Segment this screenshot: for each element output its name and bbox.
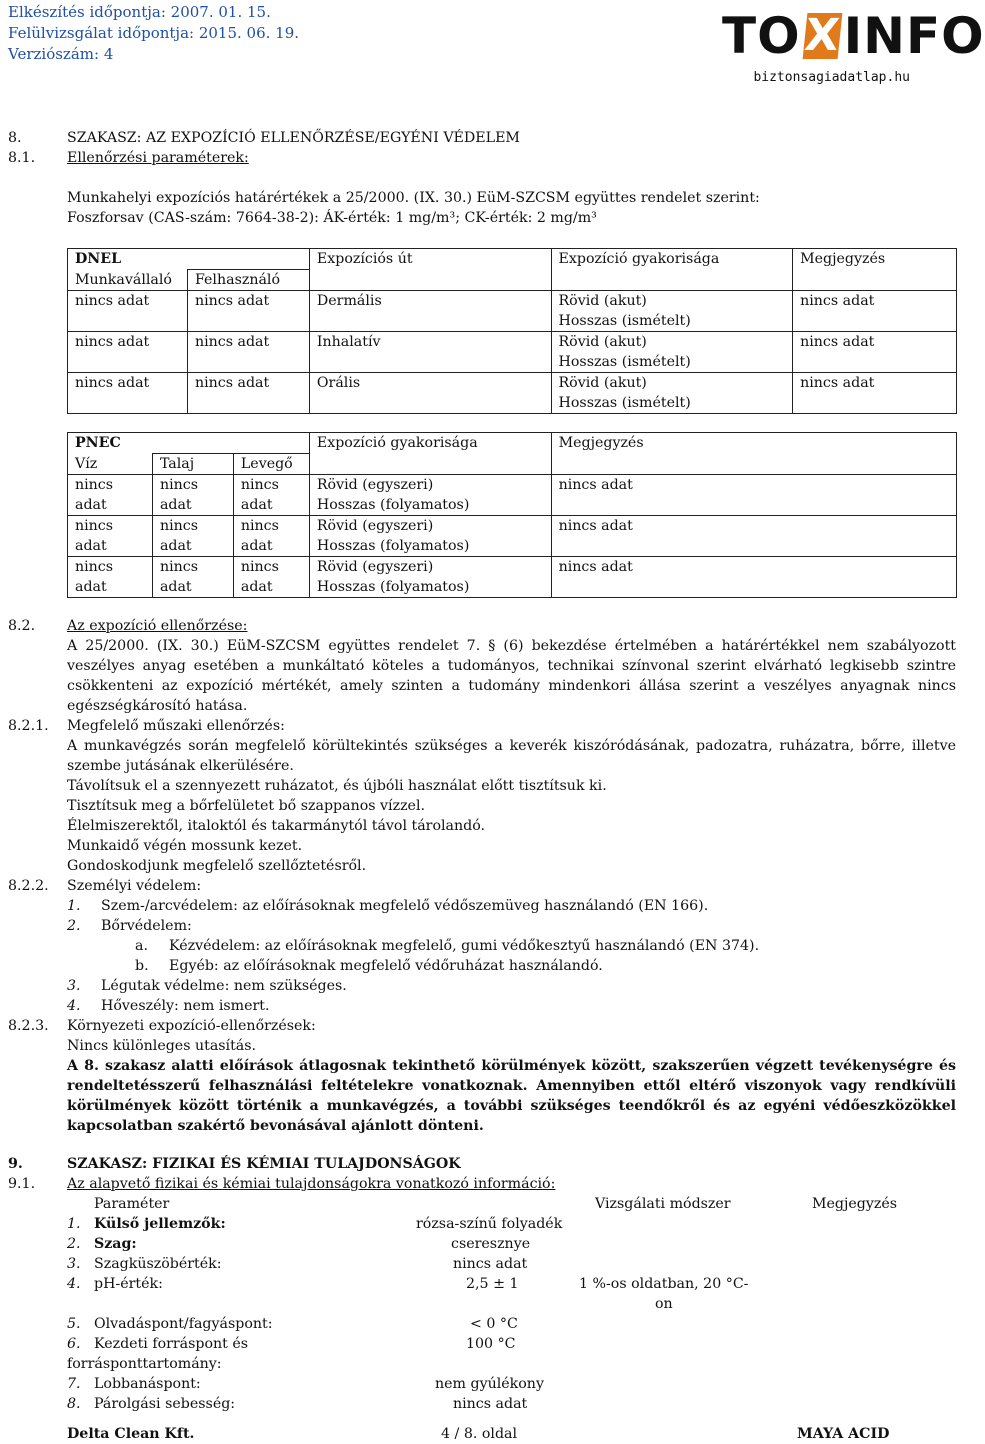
list-item bbox=[67, 996, 270, 1016]
section-8-disclaimer: A 8. szakasz alatti előírások átlagosnak tekinthető körülmények között, szakszerűen végzett tevékenységre és rendeltetésszerű felhasználási feltételekre vonatkoznak. Amennyiben ettől eltérő viszonyok vagy rendkívüli körülmények között történik a munkavégzés, a további szükséges teendőkről és az egyéni védőeszközökkel kapcsolatban szakértő bevonásával ajánlott dönteni. bbox=[67, 1058, 956, 1134]
row-number: 4. bbox=[67, 1276, 81, 1292]
table-cell bbox=[309, 475, 551, 516]
instruction-line: Tisztítsuk meg a bőrfelületet bő szappanos vízzel. bbox=[67, 798, 425, 814]
list-item bbox=[135, 936, 760, 956]
row-number: 1. bbox=[67, 1216, 81, 1232]
row-number: 6. bbox=[67, 1336, 81, 1352]
table-row bbox=[68, 332, 957, 373]
toxinfo-logo bbox=[722, 7, 985, 88]
cell-line: adat bbox=[159, 538, 192, 554]
frequency-long: Hosszas (folyamatos) bbox=[316, 538, 470, 554]
frequency-short: Rövid (egyszeri) bbox=[316, 518, 434, 534]
subsection-number: 8.1. bbox=[8, 150, 36, 166]
property-value: 2,5 ± 1 bbox=[466, 1276, 519, 1292]
property-value: 100 °C bbox=[466, 1336, 516, 1352]
table-cell: nincs adat bbox=[551, 557, 956, 598]
property-label: Lobbanáspont: bbox=[94, 1376, 201, 1392]
table-cell: nincs adat bbox=[68, 332, 188, 373]
frequency-long: Hosszas (ismételt) bbox=[558, 395, 691, 411]
property-label: Párolgási sebesség: bbox=[94, 1396, 236, 1412]
frequency-header: Expozíció gyakorisága bbox=[551, 249, 793, 291]
table-cell bbox=[309, 557, 551, 598]
list-letter: b. bbox=[135, 958, 149, 974]
list-text: Kézvédelem: az előírásoknak megfelelő, gumi védőkesztyű használandó (EN 374). bbox=[169, 938, 760, 954]
table-row bbox=[67, 1274, 163, 1294]
route-header: Expozíciós út bbox=[309, 249, 551, 291]
method-header: Vizsgálati módszer bbox=[595, 1196, 731, 1212]
water-header: Víz bbox=[68, 454, 153, 475]
subsection-title: Az alapvető fizikai és kémiai tulajdonságokra vonatkozó információ: bbox=[67, 1176, 556, 1192]
property-label-continued: forrásponttartomány: bbox=[67, 1356, 222, 1372]
table-cell: nincs adat bbox=[793, 332, 957, 373]
test-method: on bbox=[655, 1296, 673, 1312]
table-cell: nincs adat bbox=[68, 373, 188, 414]
table-cell: nincs adat bbox=[793, 291, 957, 332]
cell-line: nincs bbox=[159, 559, 198, 575]
exposure-control-paragraph: A 25/2000. (IX. 30.) EüM-SZCSM együttes rendelet 7. § (6) bekezdése értelmében a határértékkel nem szabályozott veszélyes anyag esetében a munkáltató köteles a tudományos, technikai színvonal szerint elvárható legkisebb szintre csökkenteni az expozíció mértékét, amely szinten a tudomány mindenkori állása szerint a veszélyes anyagnak nincs egészségkárosító hatása. bbox=[67, 638, 956, 714]
document-header-info bbox=[8, 2, 299, 65]
property-value: nincs adat bbox=[453, 1256, 528, 1272]
soil-header: Talaj bbox=[152, 454, 233, 475]
cell-line: adat bbox=[75, 538, 107, 554]
row-number: 7. bbox=[67, 1376, 81, 1392]
list-text: Légutak védelme: nem szükséges. bbox=[101, 978, 347, 994]
logo-text-right: INFO bbox=[843, 7, 985, 65]
table-cell: nincs adat bbox=[551, 475, 956, 516]
frequency-long: Hosszas (ismételt) bbox=[558, 313, 691, 329]
row-number: 5. bbox=[67, 1316, 81, 1332]
table-cell: nincs adat bbox=[551, 516, 956, 557]
note-header: Megjegyzés bbox=[812, 1196, 898, 1212]
property-value: nincs adat bbox=[453, 1396, 528, 1412]
table-cell bbox=[551, 291, 793, 332]
table-cell: nincs adat bbox=[187, 332, 309, 373]
frequency-header: Expozíció gyakorisága bbox=[309, 433, 551, 475]
cell-line: nincs bbox=[159, 518, 198, 534]
note-header: Megjegyzés bbox=[551, 433, 956, 475]
subsection-title: Megfelelő műszaki ellenőrzés: bbox=[67, 718, 285, 734]
frequency-short: Rövid (egyszeri) bbox=[316, 559, 434, 575]
instruction-line: Gondoskodjunk megfelelő szellőztetésről. bbox=[67, 858, 367, 874]
list-number: 1. bbox=[67, 898, 81, 914]
cell-line: adat bbox=[240, 497, 273, 513]
subsection-number: 8.2.2. bbox=[8, 878, 49, 894]
section-number: 9. bbox=[8, 1156, 23, 1172]
table-cell bbox=[233, 557, 309, 598]
list-item bbox=[67, 916, 192, 936]
cell-line: nincs bbox=[75, 559, 114, 575]
table-row bbox=[68, 516, 957, 557]
table-cell bbox=[152, 475, 233, 516]
cell-line: nincs bbox=[240, 559, 279, 575]
revised-date: Felülvizsgálat időpontja: 2015. 06. 19. bbox=[8, 24, 300, 42]
property-value: rózsa-színű folyadék bbox=[416, 1216, 563, 1232]
cell-line: nincs bbox=[75, 477, 114, 493]
table-row bbox=[68, 291, 957, 332]
property-label: Szag: bbox=[94, 1236, 137, 1252]
cell-line: adat bbox=[159, 579, 192, 595]
table-cell bbox=[152, 516, 233, 557]
table-row bbox=[67, 1214, 226, 1234]
cell-line: nincs bbox=[159, 477, 198, 493]
table-cell bbox=[309, 516, 551, 557]
table-row bbox=[68, 475, 957, 516]
property-value: cseresznye bbox=[451, 1236, 531, 1252]
logo-url: biztonsagiadatlap.hu bbox=[753, 70, 910, 85]
frequency-short: Rövid (akut) bbox=[558, 334, 647, 350]
subsection-title: Környezeti expozíció-ellenőrzések: bbox=[67, 1018, 316, 1034]
cell-line: adat bbox=[240, 538, 273, 554]
subsection-title: Az expozíció ellenőrzése: bbox=[67, 618, 248, 634]
air-header: Levegő bbox=[233, 454, 309, 475]
property-label: Olvadáspont/fagyáspont: bbox=[94, 1316, 273, 1332]
property-value: nem gyúlékony bbox=[435, 1376, 544, 1392]
pnec-table bbox=[67, 432, 957, 598]
list-item bbox=[135, 956, 603, 976]
table-cell: nincs adat bbox=[187, 373, 309, 414]
property-label: Kezdeti forráspont és bbox=[94, 1336, 249, 1352]
table-cell: nincs adat bbox=[793, 373, 957, 414]
cell-line: nincs bbox=[240, 477, 279, 493]
param-header: Paraméter bbox=[94, 1196, 170, 1212]
list-letter: a. bbox=[135, 938, 148, 954]
pnec-header: PNEC bbox=[68, 433, 310, 454]
subsection-number: 9.1. bbox=[8, 1176, 36, 1192]
row-number: 8. bbox=[67, 1396, 81, 1412]
property-value: < 0 °C bbox=[470, 1316, 518, 1332]
list-number: 4. bbox=[67, 998, 81, 1014]
created-date: Elkészítés időpontja: 2007. 01. 15. bbox=[8, 3, 271, 21]
instruction-line: Munkaidő végén mossunk kezet. bbox=[67, 838, 303, 854]
frequency-short: Rövid (akut) bbox=[558, 293, 647, 309]
test-method: 1 %-os oldatban, 20 °C- bbox=[579, 1276, 749, 1292]
footer-page-number: 4 / 8. oldal bbox=[441, 1426, 518, 1442]
dnel-table bbox=[67, 248, 957, 414]
list-text: Bőrvédelem: bbox=[101, 918, 192, 934]
table-cell: nincs adat bbox=[68, 291, 188, 332]
section-title: SZAKASZ: AZ EXPOZÍCIÓ ELLENŐRZÉSE/EGYÉNI VÉDELEM bbox=[67, 130, 520, 146]
frequency-short: Rövid (egyszeri) bbox=[316, 477, 434, 493]
table-cell bbox=[68, 516, 153, 557]
property-label: Szagküszöbérték: bbox=[94, 1256, 222, 1272]
subsection-number: 8.2.1. bbox=[8, 718, 49, 734]
table-cell bbox=[551, 373, 793, 414]
table-cell bbox=[233, 516, 309, 557]
list-text: Hőveszély: nem ismert. bbox=[101, 998, 270, 1014]
list-number: 2. bbox=[67, 918, 81, 934]
section-number: 8. bbox=[8, 130, 22, 146]
frequency-short: Rövid (akut) bbox=[558, 375, 647, 391]
cell-line: nincs bbox=[75, 518, 114, 534]
cell-line: adat bbox=[75, 579, 107, 595]
logo-text-left: TO bbox=[722, 7, 801, 65]
exposure-limits-line: Munkahelyi expozíciós határértékek a 25/2000. (IX. 30.) EüM-SZCSM együttes rendelet szerint: bbox=[67, 190, 760, 206]
instruction-line: Távolítsuk el a szennyezett ruházatot, és újbóli használat előtt tisztítsuk ki. bbox=[67, 778, 607, 794]
footer-product: MAYA ACID bbox=[797, 1426, 890, 1442]
frequency-long: Hosszas (folyamatos) bbox=[316, 497, 470, 513]
user-header: Felhasználó bbox=[187, 270, 309, 291]
subsection-number: 8.2. bbox=[8, 618, 36, 634]
table-row bbox=[68, 557, 957, 598]
cell-line: adat bbox=[159, 497, 192, 513]
property-label: pH-érték: bbox=[94, 1276, 163, 1292]
list-text: Egyéb: az előírásoknak megfelelő védőruházat használandó. bbox=[169, 958, 603, 974]
table-cell: Inhalatív bbox=[309, 332, 551, 373]
frequency-long: Hosszas (ismételt) bbox=[558, 354, 691, 370]
subsection-number: 8.2.3. bbox=[8, 1018, 49, 1034]
logo-x-mark: X bbox=[801, 10, 843, 61]
table-cell bbox=[233, 475, 309, 516]
table-cell bbox=[551, 332, 793, 373]
note-header: Megjegyzés bbox=[793, 249, 957, 291]
table-row bbox=[67, 1234, 137, 1254]
list-text: Szem-/arcvédelem: az előírásoknak megfelelő védőszemüveg használandó (EN 166). bbox=[101, 898, 709, 914]
instruction-line: Élelmiszerektől, italoktól és takarmánytól távol tárolandó. bbox=[67, 818, 486, 834]
table-cell bbox=[68, 557, 153, 598]
frequency-long: Hosszas (folyamatos) bbox=[316, 579, 470, 595]
instruction-line: Nincs különleges utasítás. bbox=[67, 1038, 257, 1054]
cell-line: nincs bbox=[240, 518, 279, 534]
cell-line: adat bbox=[75, 497, 107, 513]
table-row bbox=[68, 373, 957, 414]
table-row bbox=[67, 1394, 236, 1414]
table-cell: nincs adat bbox=[187, 291, 309, 332]
footer-company: Delta Clean Kft. bbox=[67, 1426, 195, 1442]
cell-line: adat bbox=[240, 579, 273, 595]
property-label: Külső jellemzők: bbox=[94, 1216, 226, 1232]
substance-limits-line: Foszforsav (CAS-szám: 7664-38-2): ÁK-érték: 1 mg/m³; CK-érték: 2 mg/m³ bbox=[67, 210, 597, 226]
table-cell: Orális bbox=[309, 373, 551, 414]
dnel-header: DNEL bbox=[68, 249, 310, 270]
worker-header: Munkavállaló bbox=[68, 270, 188, 291]
row-number: 2. bbox=[67, 1236, 81, 1252]
table-row bbox=[67, 1374, 201, 1394]
table-row bbox=[68, 433, 957, 454]
table-cell bbox=[152, 557, 233, 598]
row-number: 3. bbox=[67, 1256, 81, 1272]
subsection-title: Ellenőrzési paraméterek: bbox=[67, 150, 249, 166]
table-row bbox=[67, 1334, 249, 1354]
version-number: Verziószám: 4 bbox=[8, 45, 114, 63]
table-row bbox=[68, 249, 957, 270]
section-title: SZAKASZ: FIZIKAI ÉS KÉMIAI TULAJDONSÁGOK bbox=[67, 1156, 461, 1172]
table-row bbox=[67, 1314, 273, 1334]
table-cell: Dermális bbox=[309, 291, 551, 332]
list-item bbox=[67, 896, 709, 916]
subsection-title: Személyi védelem: bbox=[67, 878, 202, 894]
table-row bbox=[67, 1254, 222, 1274]
list-number: 3. bbox=[67, 978, 81, 994]
technical-control-paragraph: A munkavégzés során megfelelő körültekintés szükséges a keverék kiszóródásának, padozatra, ruházatra, bőrre, illetve szembe jutásának elkerülésére. bbox=[67, 738, 956, 774]
list-item bbox=[67, 976, 347, 996]
table-cell bbox=[68, 475, 153, 516]
